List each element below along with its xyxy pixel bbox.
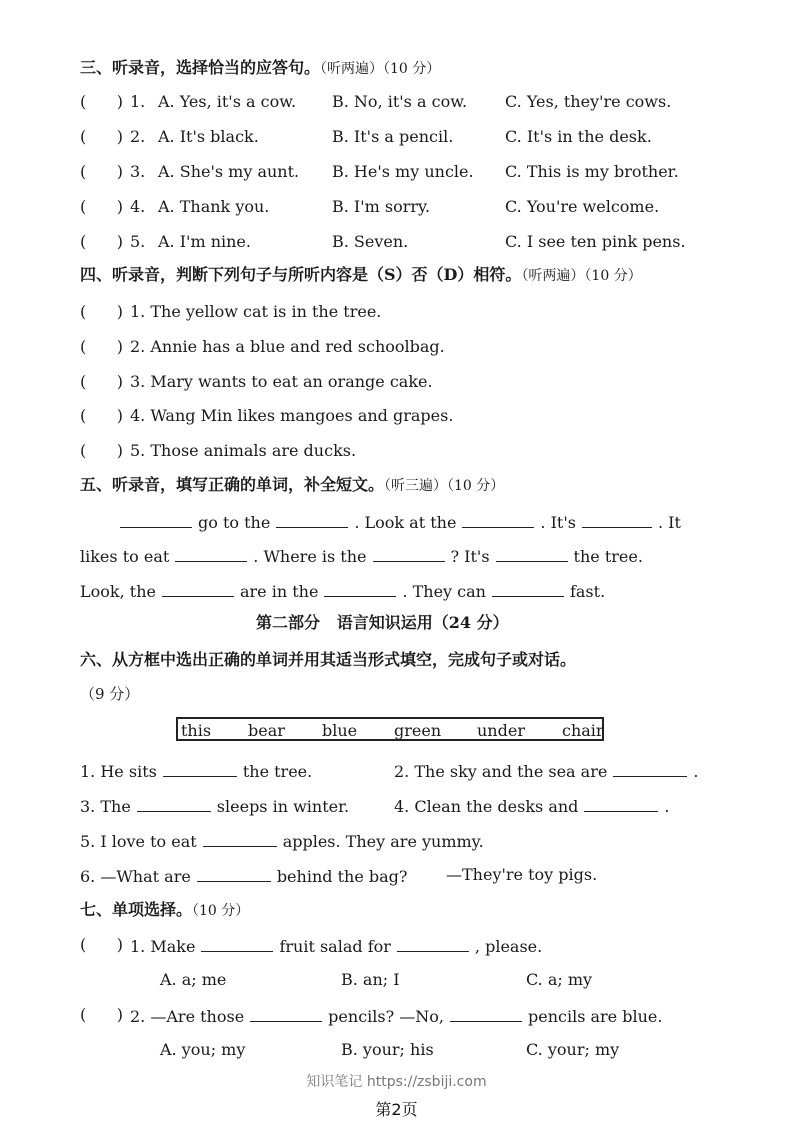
s6-question-4: 4. Clean the desks and .	[394, 797, 670, 816]
option-c: C. your; my	[526, 1040, 620, 1059]
answer-bracket: ( )	[80, 441, 123, 460]
answer-blank[interactable]	[137, 795, 211, 812]
answer-bracket: ( )	[80, 197, 123, 216]
option-b: B. an; I	[341, 970, 400, 989]
s6-question-3: 3. The sleeps in winter.	[80, 797, 350, 816]
word-bank-word: this	[181, 721, 212, 740]
option-a: A. a; me	[160, 970, 227, 989]
part-2-title: 第二部分 语言知识运用（24 分）	[256, 613, 509, 632]
answer-bracket: ( )	[80, 162, 123, 181]
answer-blank[interactable]	[175, 545, 247, 562]
answer-blank[interactable]	[324, 580, 396, 597]
answer-bracket: ( )	[80, 372, 123, 391]
section-6-points: （9 分）	[80, 685, 140, 703]
answer-blank[interactable]	[276, 511, 348, 528]
s6-question-2: 2. The sky and the sea are .	[394, 762, 699, 781]
word-bank-word: green	[394, 721, 442, 740]
answer-bracket: ( )	[80, 935, 123, 954]
section-6-heading: 六、从方框中选出正确的单词并用其适当形式填空，完成句子或对话。	[80, 650, 577, 669]
section-3-heading: 三、听录音，选择恰当的应答句。（听两遍）（10 分）	[80, 58, 441, 77]
answer-blank[interactable]	[201, 935, 273, 952]
option-c: C. a; my	[526, 970, 593, 989]
answer-blank[interactable]	[462, 511, 534, 528]
answer-bracket: ( )	[80, 406, 123, 425]
s6-question-1: 1. He sits the tree.	[80, 762, 313, 781]
answer-blank[interactable]	[582, 511, 652, 528]
answer-bracket: ( )	[80, 127, 123, 146]
s5-passage-line-1: go to the . Look at the . It's . It	[120, 511, 681, 533]
answer-bracket: ( )	[80, 232, 123, 251]
word-bank-word: under	[477, 721, 525, 740]
answer-blank[interactable]	[492, 580, 564, 597]
answer-blank[interactable]	[373, 545, 445, 562]
page-number: 第2页	[375, 1100, 418, 1119]
option-a: A. you; my	[160, 1040, 246, 1059]
answer-blank[interactable]	[203, 830, 277, 847]
s5-passage-line-3: Look, the are in the . They can fast.	[80, 582, 606, 601]
watermark[interactable]: 知识笔记 https://zsbiji.com	[306, 1074, 487, 1090]
answer-blank[interactable]	[197, 865, 271, 882]
answer-blank[interactable]	[613, 760, 687, 777]
word-bank-word: bear	[248, 721, 285, 740]
answer-bracket: ( )	[80, 92, 123, 111]
word-bank-word: blue	[322, 721, 358, 740]
answer-blank[interactable]	[162, 580, 234, 597]
answer-blank[interactable]	[584, 795, 658, 812]
s6-question-6: 6. —What are behind the bag?	[80, 867, 408, 886]
answer-blank[interactable]	[120, 511, 192, 528]
answer-blank[interactable]	[450, 1005, 522, 1022]
section-7-heading: 七、单项选择。（10 分）	[80, 900, 250, 919]
answer-bracket: ( )	[80, 302, 123, 321]
section-4-heading: 四、听录音，判断下列句子与所听内容是（S）否（D）相符。（听两遍）（10 分）	[80, 265, 642, 284]
answer-blank[interactable]	[496, 545, 568, 562]
s5-passage-line-2: likes to eat . Where is the ? It's the tree.	[80, 547, 643, 566]
answer-bracket: ( )	[80, 1005, 123, 1024]
s6-question-6-answer: —They're toy pigs.	[446, 865, 598, 884]
word-bank-box	[176, 717, 604, 741]
option-b: B. your; his	[341, 1040, 434, 1059]
s6-question-5: 5. I love to eat apples. They are yummy.	[80, 832, 484, 851]
section-5-heading: 五、听录音，填写正确的单词，补全短文。（听三遍）（10 分）	[80, 475, 505, 494]
answer-blank[interactable]	[163, 760, 237, 777]
word-bank-word: chair	[562, 721, 604, 740]
answer-blank[interactable]	[397, 935, 469, 952]
answer-bracket: ( )	[80, 337, 123, 356]
answer-blank[interactable]	[250, 1005, 322, 1022]
